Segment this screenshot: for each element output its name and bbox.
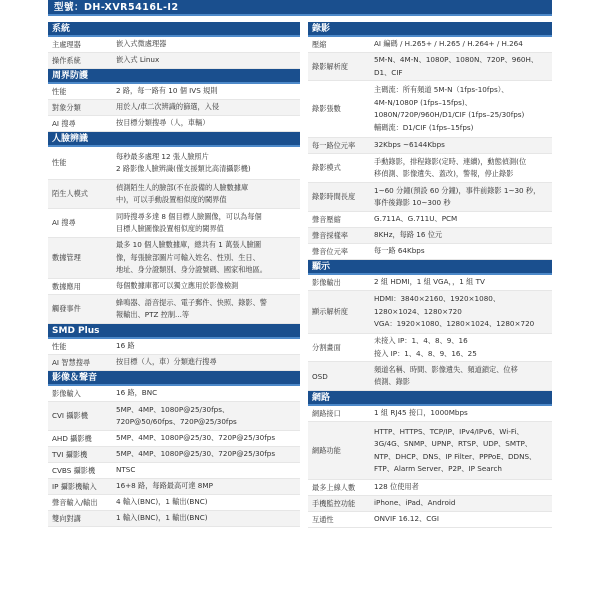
spec-key: 錄影模式 — [312, 163, 341, 172]
spec-row — [308, 81, 552, 138]
spec-key: 壓縮 — [312, 39, 327, 49]
spec-row — [308, 496, 552, 512]
spec-value-line: 5MP、4MP、1080P@25/30fps、 — [116, 404, 230, 414]
spec-row — [308, 512, 552, 528]
spec-row — [48, 279, 300, 295]
spec-row — [48, 37, 300, 53]
spec-row — [308, 37, 552, 53]
spec-value-line: 5MP、4MP、1080P@25/30、720P@25/30fps — [116, 449, 276, 459]
spec-value-line: HTTP、HTTPS、TCP/IP、IPv4/IPv6、Wi-Fi、 — [374, 426, 524, 436]
spec-key: TVI 攝影機 — [52, 449, 88, 459]
spec-row — [308, 275, 552, 291]
spec-key: AI 搜尋 — [52, 118, 76, 128]
spec-value-line: 最多 10 個人臉數據庫，總共有 1 萬張人臉圖 — [116, 240, 262, 250]
spec-value — [372, 212, 552, 227]
spec-row — [308, 212, 552, 228]
spec-value-line: 32Kbps ~6144Kbps — [374, 140, 445, 150]
spec-key: CVBS 攝影機 — [52, 465, 96, 475]
section-header: 網路 — [308, 391, 552, 406]
section-body — [308, 37, 552, 260]
spec-row — [48, 209, 300, 238]
spec-row — [48, 355, 300, 371]
spec-row — [48, 431, 300, 447]
spec-value — [114, 37, 300, 52]
spec-key: IP 攝影機輸入 — [52, 481, 97, 491]
section-body — [48, 339, 300, 371]
spec-value — [372, 228, 552, 243]
spec-key: 錄影時間長度 — [312, 192, 356, 201]
spec-key: 錄影解析度 — [312, 61, 348, 71]
spec-value-line: 偵測、錄影 — [374, 377, 410, 386]
spec-value — [372, 480, 552, 495]
spec-value — [372, 334, 552, 361]
spec-value-line: 1~60 分鐘(預設 60 分鐘)，事件前錄影 1~30 秒， — [374, 185, 541, 195]
spec-row — [308, 334, 552, 362]
spec-key: AHD 攝影機 — [52, 433, 92, 443]
section-body — [48, 386, 300, 527]
spec-value — [114, 447, 300, 462]
spec-value-line: 未接入 IP：1、4、8、9、16 — [374, 336, 468, 345]
spec-value — [114, 210, 300, 237]
spec-value — [372, 292, 552, 332]
spec-value-line: HDMI：3840×2160、1920×1080、 — [374, 294, 501, 304]
spec-value-line: 16+8 路，每路最高可達 8MP — [116, 481, 213, 491]
spec-key: 性能 — [52, 158, 67, 167]
section-header: 顯示 — [308, 260, 552, 275]
spec-key: 陌生人模式 — [52, 189, 88, 198]
spec-value-line: 移偵測、影像遺失、蓋改)，警報，停止錄影 — [374, 169, 514, 178]
right-spec-column — [308, 22, 552, 528]
spec-value — [114, 386, 300, 401]
spec-value-line: 報輸出、PTZ 控制...等 — [116, 310, 190, 319]
spec-value-line: 事件後錄影 10~300 秒 — [374, 198, 451, 207]
spec-value — [114, 479, 300, 494]
spec-row — [48, 402, 300, 431]
spec-row — [48, 180, 300, 209]
spec-key: AI 智慧搜尋 — [52, 357, 91, 367]
spec-row — [308, 244, 552, 260]
spec-value — [114, 463, 300, 478]
spec-key: 影像輸出 — [312, 277, 341, 287]
spec-row — [48, 53, 300, 69]
section-header: 影像＆聲音 — [48, 371, 300, 386]
spec-key: 影像輸入 — [52, 388, 81, 398]
spec-value-line: 中)，可以手動設置相似度的閾界值 — [116, 195, 227, 204]
spec-value — [372, 138, 552, 153]
spec-row — [308, 53, 552, 81]
section-header: 系統 — [48, 22, 300, 37]
spec-value-line: 16 路，BNC — [116, 388, 158, 398]
spec-value — [372, 83, 552, 135]
spec-value-line: 2 組 HDMI，1 組 VGA，，1 組 TV — [374, 277, 485, 287]
spec-row — [48, 386, 300, 402]
spec-key: 網路接口 — [312, 408, 341, 418]
spec-key: 雙向對講 — [52, 513, 81, 523]
spec-row — [48, 463, 300, 479]
spec-value-line: 2 路影像人臉辨識(僅支援類比高清攝影機) — [116, 164, 251, 173]
spec-value — [372, 406, 552, 421]
spec-row — [48, 495, 300, 511]
spec-key: 顯示解析度 — [312, 307, 348, 316]
spec-value — [114, 403, 300, 430]
spec-key: 數據管理 — [52, 253, 81, 262]
spec-value-line: 5M-N、4M-N、1080P、1080N、720P、960H、 — [374, 55, 539, 64]
section-body — [48, 147, 300, 324]
spec-row — [48, 238, 300, 279]
section-header: 人臉辨識 — [48, 132, 300, 147]
left-spec-column — [48, 22, 300, 527]
spec-row — [48, 447, 300, 463]
spec-value-line: 像，每張臉部圖片可輸入姓名、性別、生日、 — [116, 252, 260, 262]
spec-value — [114, 53, 300, 68]
spec-value-line: 1 組 RJ45 接口，1000Mbps — [374, 408, 468, 418]
spec-value-line: 地址、身分證類別、身分證號碼、國家和地區。 — [116, 265, 267, 275]
spec-value-line: 1080N/720P/960H/D1/CIF (1fps–25/30fps) — [374, 110, 525, 119]
spec-value — [372, 363, 552, 390]
spec-value — [114, 495, 300, 510]
spec-key: CVI 攝影機 — [52, 411, 88, 420]
spec-value — [372, 244, 552, 259]
spec-key: 主處理器 — [52, 39, 81, 49]
spec-row — [308, 154, 552, 183]
spec-key: 互通性 — [312, 514, 334, 524]
spec-row — [308, 362, 552, 391]
spec-key: 聲音採樣率 — [312, 230, 348, 240]
spec-key: OSD — [312, 371, 328, 381]
spec-key: 手機監控功能 — [312, 498, 356, 508]
spec-key: 數據應用 — [52, 281, 81, 291]
spec-value-line: 手動錄影，排程錄影(定時、連續)，動態偵測(位 — [374, 156, 527, 166]
spec-value-line: 16 路 — [116, 341, 135, 351]
spec-value-line: 2 路，每一路有 10 個 IVS 規則 — [116, 86, 218, 96]
spec-row — [48, 147, 300, 180]
spec-value — [372, 184, 552, 211]
spec-row — [48, 511, 300, 527]
spec-value-line: FTP、Alarm Server、P2P、IP Search — [374, 464, 502, 473]
section-header: SMD Plus — [48, 324, 300, 339]
spec-key: 網路功能 — [312, 445, 341, 455]
spec-value-line: iPhone、iPad、Android — [374, 498, 456, 508]
spec-key: 性能 — [52, 86, 67, 96]
spec-key: 性能 — [52, 341, 67, 351]
spec-value-line: NTP、DHCP、DNS、IP Filter、PPPoE、DDNS、 — [374, 451, 537, 461]
spec-value-line: 3G/4G、SNMP、UPNP、RTSP、UDP、SMTP、 — [374, 439, 532, 448]
spec-value-line: D1、CIF — [374, 67, 403, 77]
spec-value-line: 每一路 64Kbps — [374, 246, 425, 256]
spec-row — [308, 138, 552, 154]
spec-value — [114, 238, 300, 278]
spec-value — [114, 150, 300, 177]
spec-row — [48, 339, 300, 355]
spec-value — [372, 512, 552, 527]
spec-value-line: 每個數據庫都可以獨立應用於影像檢測 — [116, 281, 239, 291]
spec-value — [114, 511, 300, 526]
spec-row — [48, 479, 300, 495]
spec-value-line: VGA：1920×1080、1280×1024、1280×720 — [374, 319, 535, 329]
spec-value-line: G.711A、G.711U、PCM — [374, 214, 458, 224]
spec-value-line: 720P@50/60fps、720P@25/30fps — [116, 417, 237, 426]
spec-value — [114, 116, 300, 131]
spec-key: 最多上線人數 — [312, 482, 356, 492]
section-body — [308, 406, 552, 528]
spec-value-line: 1 輸入(BNC)，1 輸出(BNC) — [116, 513, 208, 523]
spec-key: 錄影張數 — [312, 104, 341, 113]
spec-value-line: 4 輸入(BNC)，1 輸出(BNC) — [116, 497, 208, 507]
spec-value-line: 8KHz，每路 16 位元 — [374, 230, 443, 240]
spec-value-line: 輔碼流：D1/CIF (1fps–15fps) — [374, 122, 474, 132]
spec-value — [114, 100, 300, 115]
model-label: 型號：DH-XVR5416L-I2 — [54, 2, 179, 13]
section-body — [48, 84, 300, 132]
spec-value-line: 5MP、4MP、1080P@25/30、720P@25/30fps — [116, 433, 276, 443]
spec-row — [48, 100, 300, 116]
spec-value — [114, 339, 300, 354]
spec-value-line: 嵌入式 Linux — [116, 55, 160, 65]
spec-value-line: 128 位使用者 — [374, 482, 419, 492]
spec-row — [308, 291, 552, 334]
spec-row — [308, 406, 552, 422]
spec-row — [48, 84, 300, 100]
spec-key: 分割畫面 — [312, 342, 341, 352]
section-header: 周界防護 — [48, 69, 300, 84]
spec-row — [48, 295, 300, 324]
spec-value-line: 同時搜尋多達 8 個目標人臉圖像，可以為每個 — [116, 211, 262, 221]
spec-value-line: 嵌入式微處理器 — [116, 39, 167, 49]
spec-value — [372, 275, 552, 290]
spec-row — [308, 183, 552, 212]
spec-value — [372, 155, 552, 182]
section-body — [308, 275, 552, 391]
spec-row — [48, 116, 300, 132]
spec-key: 操作系統 — [52, 55, 81, 65]
section-header: 錄影 — [308, 22, 552, 37]
spec-key: AI 搜尋 — [52, 218, 76, 227]
spec-value-line: 4M-N/1080P (1fps–15fps)、 — [374, 97, 472, 107]
spec-key: 每一路位元率 — [312, 140, 356, 150]
spec-row — [308, 480, 552, 496]
spec-key: 觸發事件 — [52, 304, 81, 313]
spec-value — [372, 37, 552, 52]
spec-value — [114, 296, 300, 323]
spec-value — [372, 53, 552, 80]
spec-key: 聲音壓縮 — [312, 214, 341, 224]
spec-value-line: 用於人/車二次辨識的篩選，入侵 — [116, 102, 220, 112]
spec-value-line: ONVIF 16.12、CGI — [374, 514, 439, 524]
model-title-bar — [48, 0, 552, 16]
spec-value — [114, 181, 300, 208]
section-body — [48, 37, 300, 69]
spec-value — [114, 431, 300, 446]
spec-value-line: 頻道名稱、時間、影像遺失、頻道鎖定、位移 — [374, 364, 518, 374]
spec-value — [372, 496, 552, 511]
spec-key: 聲音輸入/輸出 — [52, 497, 98, 507]
spec-value-line: 1280×1024、1280×720 — [374, 306, 462, 316]
spec-value-line: AI 編碼 / H.265+ / H.265 / H.264+ / H.264 — [374, 39, 523, 49]
spec-value — [114, 355, 300, 370]
spec-value-line: 接入 IP：1、4、8、9、16、25 — [374, 348, 477, 358]
spec-value — [114, 279, 300, 294]
spec-value-line: 蜂鳴器、語音提示、電子郵件、快照、錄影、警 — [116, 297, 267, 307]
spec-value-line: 按目標分類搜尋（人，車輛） — [116, 118, 210, 128]
spec-value — [114, 84, 300, 99]
spec-value-line: 目標人臉圖像設置相似度的閾界值 — [116, 224, 224, 233]
spec-value-line: 偵測陌生人的臉部(不在設備的人臉數據庫 — [116, 182, 249, 192]
spec-row — [308, 228, 552, 244]
spec-value-line: 主碼流：所有頻道 5M-N（1fps-10fps）、 — [374, 85, 509, 94]
spec-value-line: 每秒最多處理 12 張人臉照片 — [116, 151, 209, 161]
spec-key: 對象分類 — [52, 102, 81, 112]
spec-value — [372, 425, 552, 477]
spec-row — [308, 422, 552, 480]
spec-value-line: NTSC — [116, 465, 136, 475]
spec-key: 聲音位元率 — [312, 246, 348, 256]
spec-value-line: 按目標（人，車）分類進行搜尋 — [116, 357, 217, 367]
